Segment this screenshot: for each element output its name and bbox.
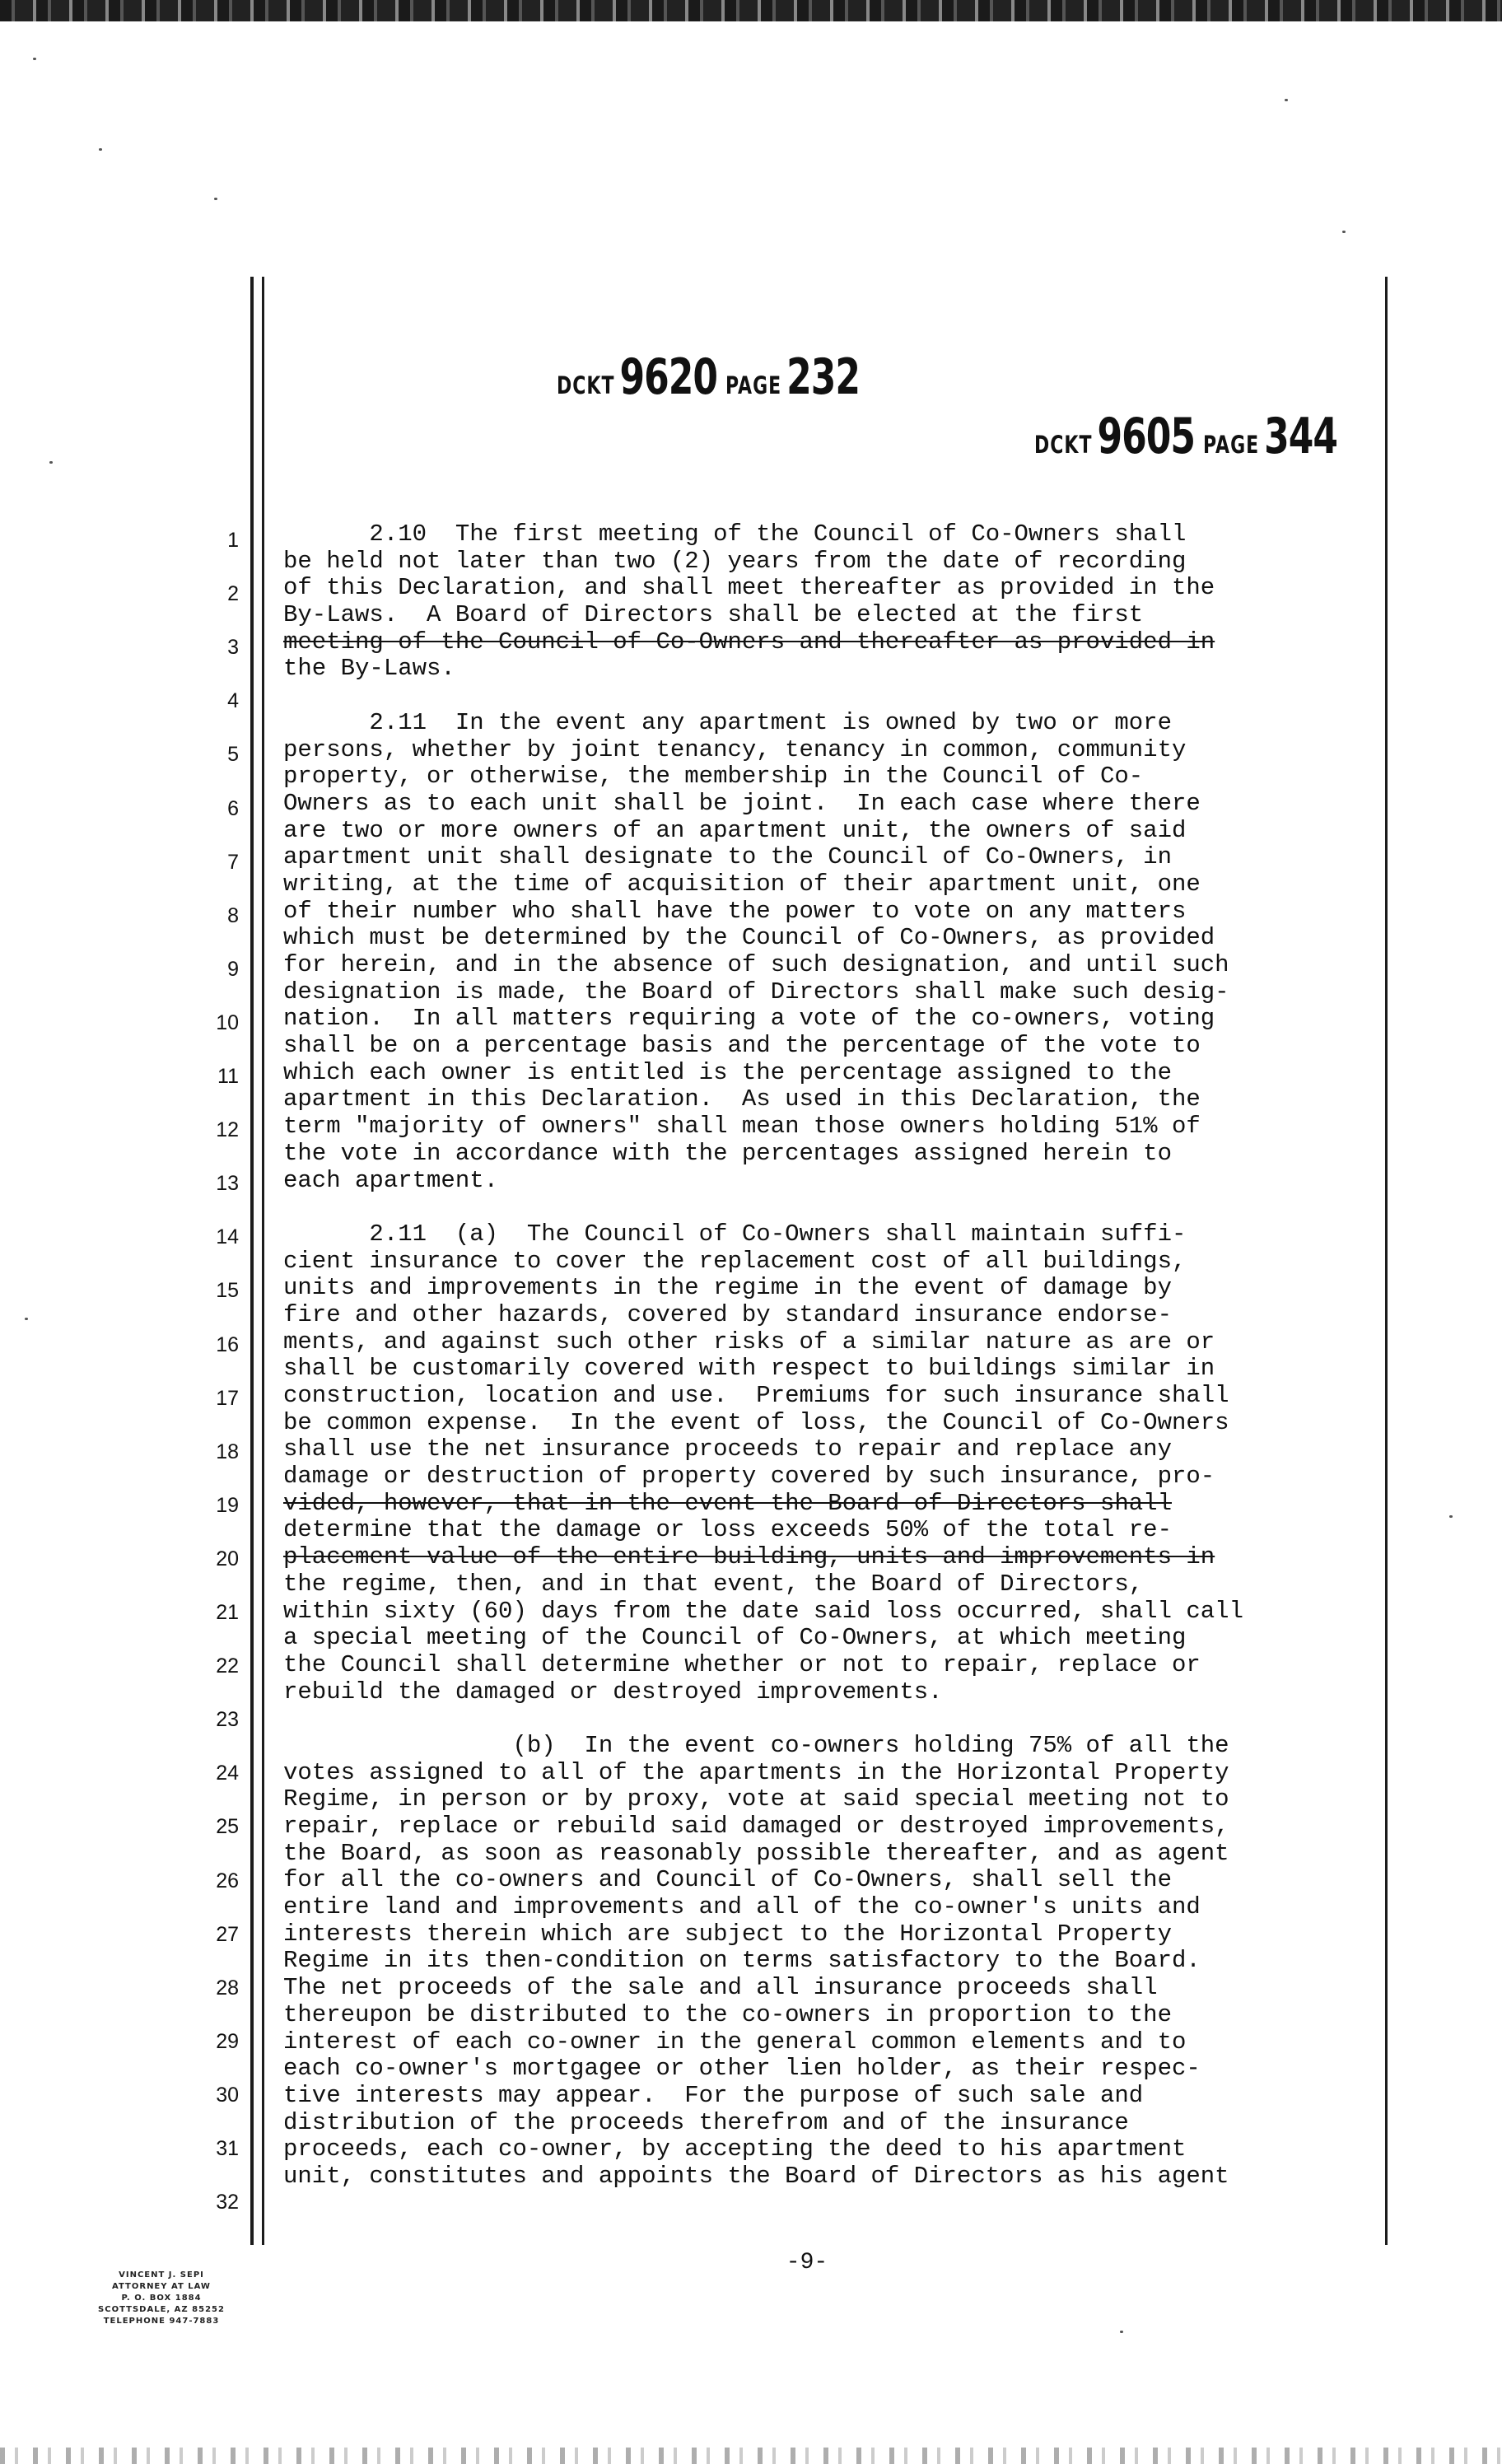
page-label: PAGE [725,372,782,401]
text-line: 2.11 (a) The Council of Co-Owners shall maintain suffi- [283,1220,1187,1248]
scan-speck [214,198,217,200]
docket-number: 9605 [1097,408,1195,465]
text-line [283,1194,1387,1221]
line-number: 3 [227,636,239,660]
attorney-letterhead-block [79,2270,244,2327]
attorney-name: VINCENT J. SEPI [119,2270,204,2280]
text-line: shall be customarily covered with respect to buildings similar in [283,1355,1215,1383]
text-line: distribution of the proceeds therefrom and of the insurance [283,2108,1129,2136]
line-number: 18 [216,1440,239,1463]
text-line: meeting of the Council of Co-Owners and thereafter as provided in [283,628,1215,656]
text-line: which must be determined by the Council of Co-Owners, as provided [283,924,1215,952]
text-line: persons, whether by joint tenancy, tenancy in common, community [283,735,1187,763]
scan-speck [1449,1515,1453,1518]
docket-number: 9620 [619,349,717,406]
text-line: apartment in this Declaration. As used in this Declaration, the [283,1085,1201,1113]
text-line: repair, replace or rebuild said damaged or destroyed improvements, [283,1813,1229,1840]
text-line: units and improvements in the regime in the event of damage by [283,1274,1172,1302]
line-number: 27 [216,1922,239,1946]
margin-rule-left-inner [262,277,264,2245]
line-number: 26 [216,1869,239,1892]
scan-speck [1120,2331,1123,2333]
text-line: each apartment. [283,1166,499,1194]
text-line: vided, however, that in the event the Board of Directors shall [283,1489,1172,1517]
line-number: 16 [216,1332,239,1356]
line-number: 23 [216,1708,239,1732]
text-line: unit, constitutes and appoints the Board of Directors as his agent [283,2162,1229,2190]
text-line: a special meeting of the Council of Co-Owners, at which meeting [283,1624,1187,1652]
text-line: (b) In the event co-owners holding 75% of all the [283,1731,1229,1759]
line-number: 2 [227,582,239,606]
text-line: tive interests may appear. For the purpose of such sale and [283,2081,1144,2109]
text-line: interest of each co-owner in the general common elements and to [283,2028,1187,2056]
line-number: 19 [216,1493,239,1517]
text-line: Owners as to each unit shall be joint. In each case where there [283,789,1201,817]
text-line: By-Laws. A Board of Directors shall be elected at the first [283,601,1144,629]
text-line: property, or otherwise, the membership in the Council of Co- [283,763,1144,791]
scan-speck [1342,231,1346,233]
text-line: the regime, then, and in that event, the Board of Directors, [283,1570,1144,1598]
margin-rule-left-outer [250,277,254,2245]
line-number: 28 [216,1976,239,2000]
text-line: Regime in its then-condition on terms satisfactory to the Board. [283,1947,1201,1975]
scan-edge-bottom [0,2448,1502,2464]
attorney-title: ATTORNEY AT LAW [112,2282,211,2291]
line-number: 14 [216,1225,239,1249]
text-line: thereupon be distributed to the co-owners in proportion to the [283,2000,1172,2028]
line-number: 4 [227,689,239,713]
text-line: 2.11 In the event any apartment is owned by two or more [283,708,1172,736]
scan-edge-top [0,0,1502,21]
line-number: 15 [216,1279,239,1303]
text-line: placement value of the entire building, units and improvements in [283,1543,1215,1571]
text-line: of their number who shall have the power to vote on any matters [283,897,1187,925]
scan-speck [99,148,102,151]
text-line: proceeds, each co-owner, by accepting the deed to his apartment [283,2135,1187,2163]
line-number: 29 [216,2029,239,2053]
line-number: 1 [227,529,239,552]
text-line: for herein, and in the absence of such designation, and until such [283,951,1229,978]
text-line: are two or more owners of an apartment unit, the owners of said [283,816,1187,844]
text-line: ments, and against such other risks of a similar nature as are or [283,1328,1215,1356]
line-number: 22 [216,1654,239,1678]
text-line: the Council shall determine whether or not to repair, replace or [283,1650,1201,1678]
page-footer-number: -9- [786,2250,828,2275]
text-line: within sixty (60) days from the date said loss occurred, shall call [283,1597,1243,1625]
page-number-stamp: 344 [1264,408,1338,465]
text-line [283,1706,1387,1733]
text-line: cient insurance to cover the replacement cost of all buildings, [283,1247,1187,1275]
line-number: 8 [227,903,239,927]
scan-speck [33,58,36,60]
attorney-phone: TELEPHONE 947-7883 [103,2317,220,2326]
scan-speck [25,1318,28,1320]
line-number: 9 [227,957,239,981]
recording-stamp-secondary [1034,408,1337,465]
line-number: 11 [217,1065,239,1088]
docket-label: DCKT [557,372,615,401]
recording-stamp-primary [557,349,860,406]
text-line: rebuild the damaged or destroyed improvements. [283,1678,943,1706]
page-label: PAGE [1202,432,1260,460]
text-line: the vote in accordance with the percentages assigned herein to [283,1139,1172,1167]
text-line: which each owner is entitled is the percentage assigned to the [283,1058,1172,1086]
text-line: for all the co-owners and Council of Co-Owners, shall sell the [283,1866,1172,1894]
line-number: 30 [216,2083,239,2107]
line-number: 24 [216,1762,239,1785]
attorney-po-box: P. O. BOX 1884 [121,2294,202,2303]
text-line: writing, at the time of acquisition of their apartment unit, one [283,870,1201,898]
document-body [283,521,1387,2191]
text-line: be held not later than two (2) years from the date of recording [283,547,1187,575]
line-number: 12 [216,1118,239,1142]
page-number-stamp: 232 [786,349,861,406]
text-line: the By-Laws. [283,655,455,683]
text-line: shall be on a percentage basis and the percentage of the vote to [283,1032,1201,1060]
text-line [283,683,1387,710]
text-line: term "majority of owners" shall mean those owners holding 51% of [283,1113,1201,1141]
line-number: 32 [216,2191,239,2214]
text-line: The net proceeds of the sale and all insurance proceeds shall [283,1974,1158,2002]
text-line: the Board, as soon as reasonably possible thereafter, and as agent [283,1839,1229,1867]
attorney-city: SCOTTSDALE, AZ 85252 [98,2305,225,2314]
text-line: Regime, in person or by proxy, vote at said special meeting not to [283,1785,1229,1813]
scan-speck [1285,99,1288,101]
line-number: 6 [227,796,239,820]
line-number: 21 [216,1601,239,1624]
text-line: entire land and improvements and all of the co-owner's units and [283,1893,1201,1921]
text-line: shall use the net insurance proceeds to repair and replace any [283,1435,1172,1463]
line-number: 25 [216,1815,239,1839]
line-number: 13 [216,1172,239,1196]
scan-speck [49,461,53,464]
line-number: 7 [227,850,239,874]
line-number: 17 [216,1386,239,1410]
text-line: apartment unit shall designate to the Council of Co-Owners, in [283,843,1172,871]
text-line: fire and other hazards, covered by standard insurance endorse- [283,1300,1172,1328]
text-line: construction, location and use. Premiums for such insurance shall [283,1382,1229,1409]
text-line: designation is made, the Board of Directors shall make such desig- [283,978,1229,1006]
text-line: of this Declaration, and shall meet thereafter as provided in the [283,574,1215,602]
line-number: 31 [216,2137,239,2160]
text-line: determine that the damage or loss exceeds 50% of the total re- [283,1516,1172,1544]
text-line: nation. In all matters requiring a vote of the co-owners, voting [283,1005,1215,1033]
docket-label: DCKT [1034,432,1093,460]
text-line: interests therein which are subject to the Horizontal Property [283,1920,1172,1948]
text-line: be common expense. In the event of loss, the Council of Co-Owners [283,1408,1229,1436]
text-line: each co-owner's mortgagee or other lien holder, as their respec- [283,2055,1201,2083]
text-line: 2.10 The first meeting of the Council of Co-Owners shall [283,520,1187,548]
line-number: 20 [216,1547,239,1570]
line-number: 5 [227,743,239,767]
line-number: 10 [216,1010,239,1034]
text-line: votes assigned to all of the apartments in the Horizontal Property [283,1758,1229,1786]
text-line: damage or destruction of property covered by such insurance, pro- [283,1463,1215,1491]
